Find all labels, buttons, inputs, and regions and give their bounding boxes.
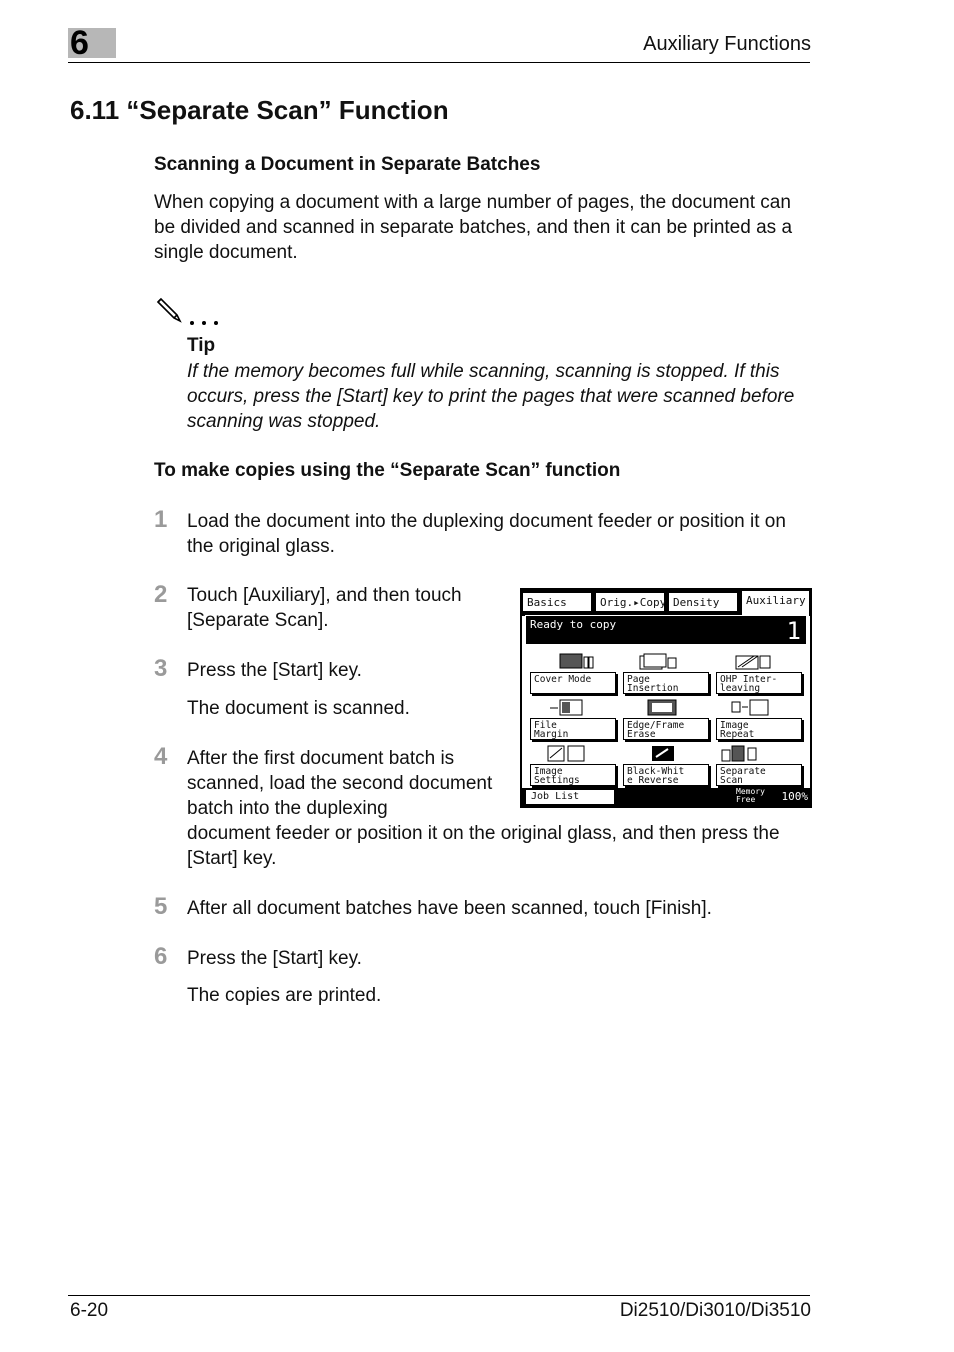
separate-scan-icon [720,744,760,762]
job-list-button[interactable]: Job List [526,790,614,804]
image-settings-button[interactable]: Image Settings [530,764,616,786]
file-margin-icon [546,698,586,716]
step-number: 3 [154,655,168,682]
step-number: 2 [154,581,168,608]
tip-text: If the memory becomes full while scanning, scanning is stopped. If this occurs, press the [Start] key to print the pages that were scanned before scanning was stopped. [187,361,795,432]
memory-label: Memory Free [736,787,765,804]
edge-frame-erase-button[interactable]: Edge/Frame Erase [623,718,709,740]
black-white-reverse-button[interactable]: Black-Whit e Reverse [623,764,709,786]
image-repeat-icon [730,698,770,716]
status-text: Ready to copy [530,618,617,631]
step-result: The copies are printed. [187,985,382,1006]
memory-percent: 100% [781,790,808,803]
tab-orig-copy[interactable]: Orig.▸Copy [595,592,665,612]
step-text: Press the [Start] key. [187,948,362,969]
step-result: The document is scanned. [187,698,410,719]
cover-mode-button[interactable]: Cover Mode [530,672,616,694]
footer-rule [68,1295,810,1296]
tab-auxiliary[interactable]: Auxiliary [741,590,810,616]
tab-basics[interactable]: Basics [522,592,592,612]
copier-panel-screenshot [520,588,812,808]
panel-bottom-bar [522,788,810,806]
status-bar [525,615,807,645]
step-text-continued: document feeder or position it on the original glass, and then press the [Start] key. [187,823,780,869]
step-number: 1 [154,506,168,533]
separate-scan-button[interactable]: Separate Scan [716,764,802,786]
step-text: Press the [Start] key. [187,660,362,681]
ohp-interleaving-icon [734,652,774,670]
page-insertion-icon [638,652,678,670]
copy-count: 1 [786,617,801,645]
step-text: After the first document batch is scanned, load the second document batch into the duplexing [187,748,493,819]
step-text: Load the document into the duplexing document feeder or position it on the original glass. [187,511,786,557]
chapter-number: 6 [70,24,89,62]
file-margin-button[interactable]: File Margin [530,718,616,740]
tab-density[interactable]: Density [668,592,738,612]
procedure-title: To make copies using the “Separate Scan” function [154,460,621,481]
model-names: Di2510/Di3010/Di3510 [619,1300,811,1321]
step-number: 5 [154,893,168,920]
page-insertion-button[interactable]: Page Insertion [623,672,709,694]
image-repeat-button[interactable]: Image Repeat [716,718,802,740]
step-text: After all document batches have been scanned, touch [Finish]. [187,898,712,919]
ohp-interleaving-button[interactable]: OHP Inter- leaving [716,672,802,694]
edge-frame-erase-icon [646,698,686,716]
cover-mode-icon [556,652,596,670]
pencil-note-icon [154,296,224,330]
image-settings-icon [546,744,586,762]
step-number: 4 [154,743,168,770]
tip-label: Tip [187,335,216,356]
black-white-reverse-icon [646,744,686,762]
section-title: 6.11 “Separate Scan” Function [70,95,449,125]
page-number: 6-20 [70,1300,109,1321]
header-rule [68,62,810,63]
running-title: Auxiliary Functions [643,33,811,55]
intro-paragraph: When copying a document with a large number of pages, the document can be divided and scanned in separate batches, and then it can be printed as a single document. [154,192,793,263]
subheading: Scanning a Document in Separate Batches [154,154,541,175]
step-number: 6 [154,943,168,970]
step-text: Touch [Auxiliary], and then touch [Separate Scan]. [187,585,462,631]
